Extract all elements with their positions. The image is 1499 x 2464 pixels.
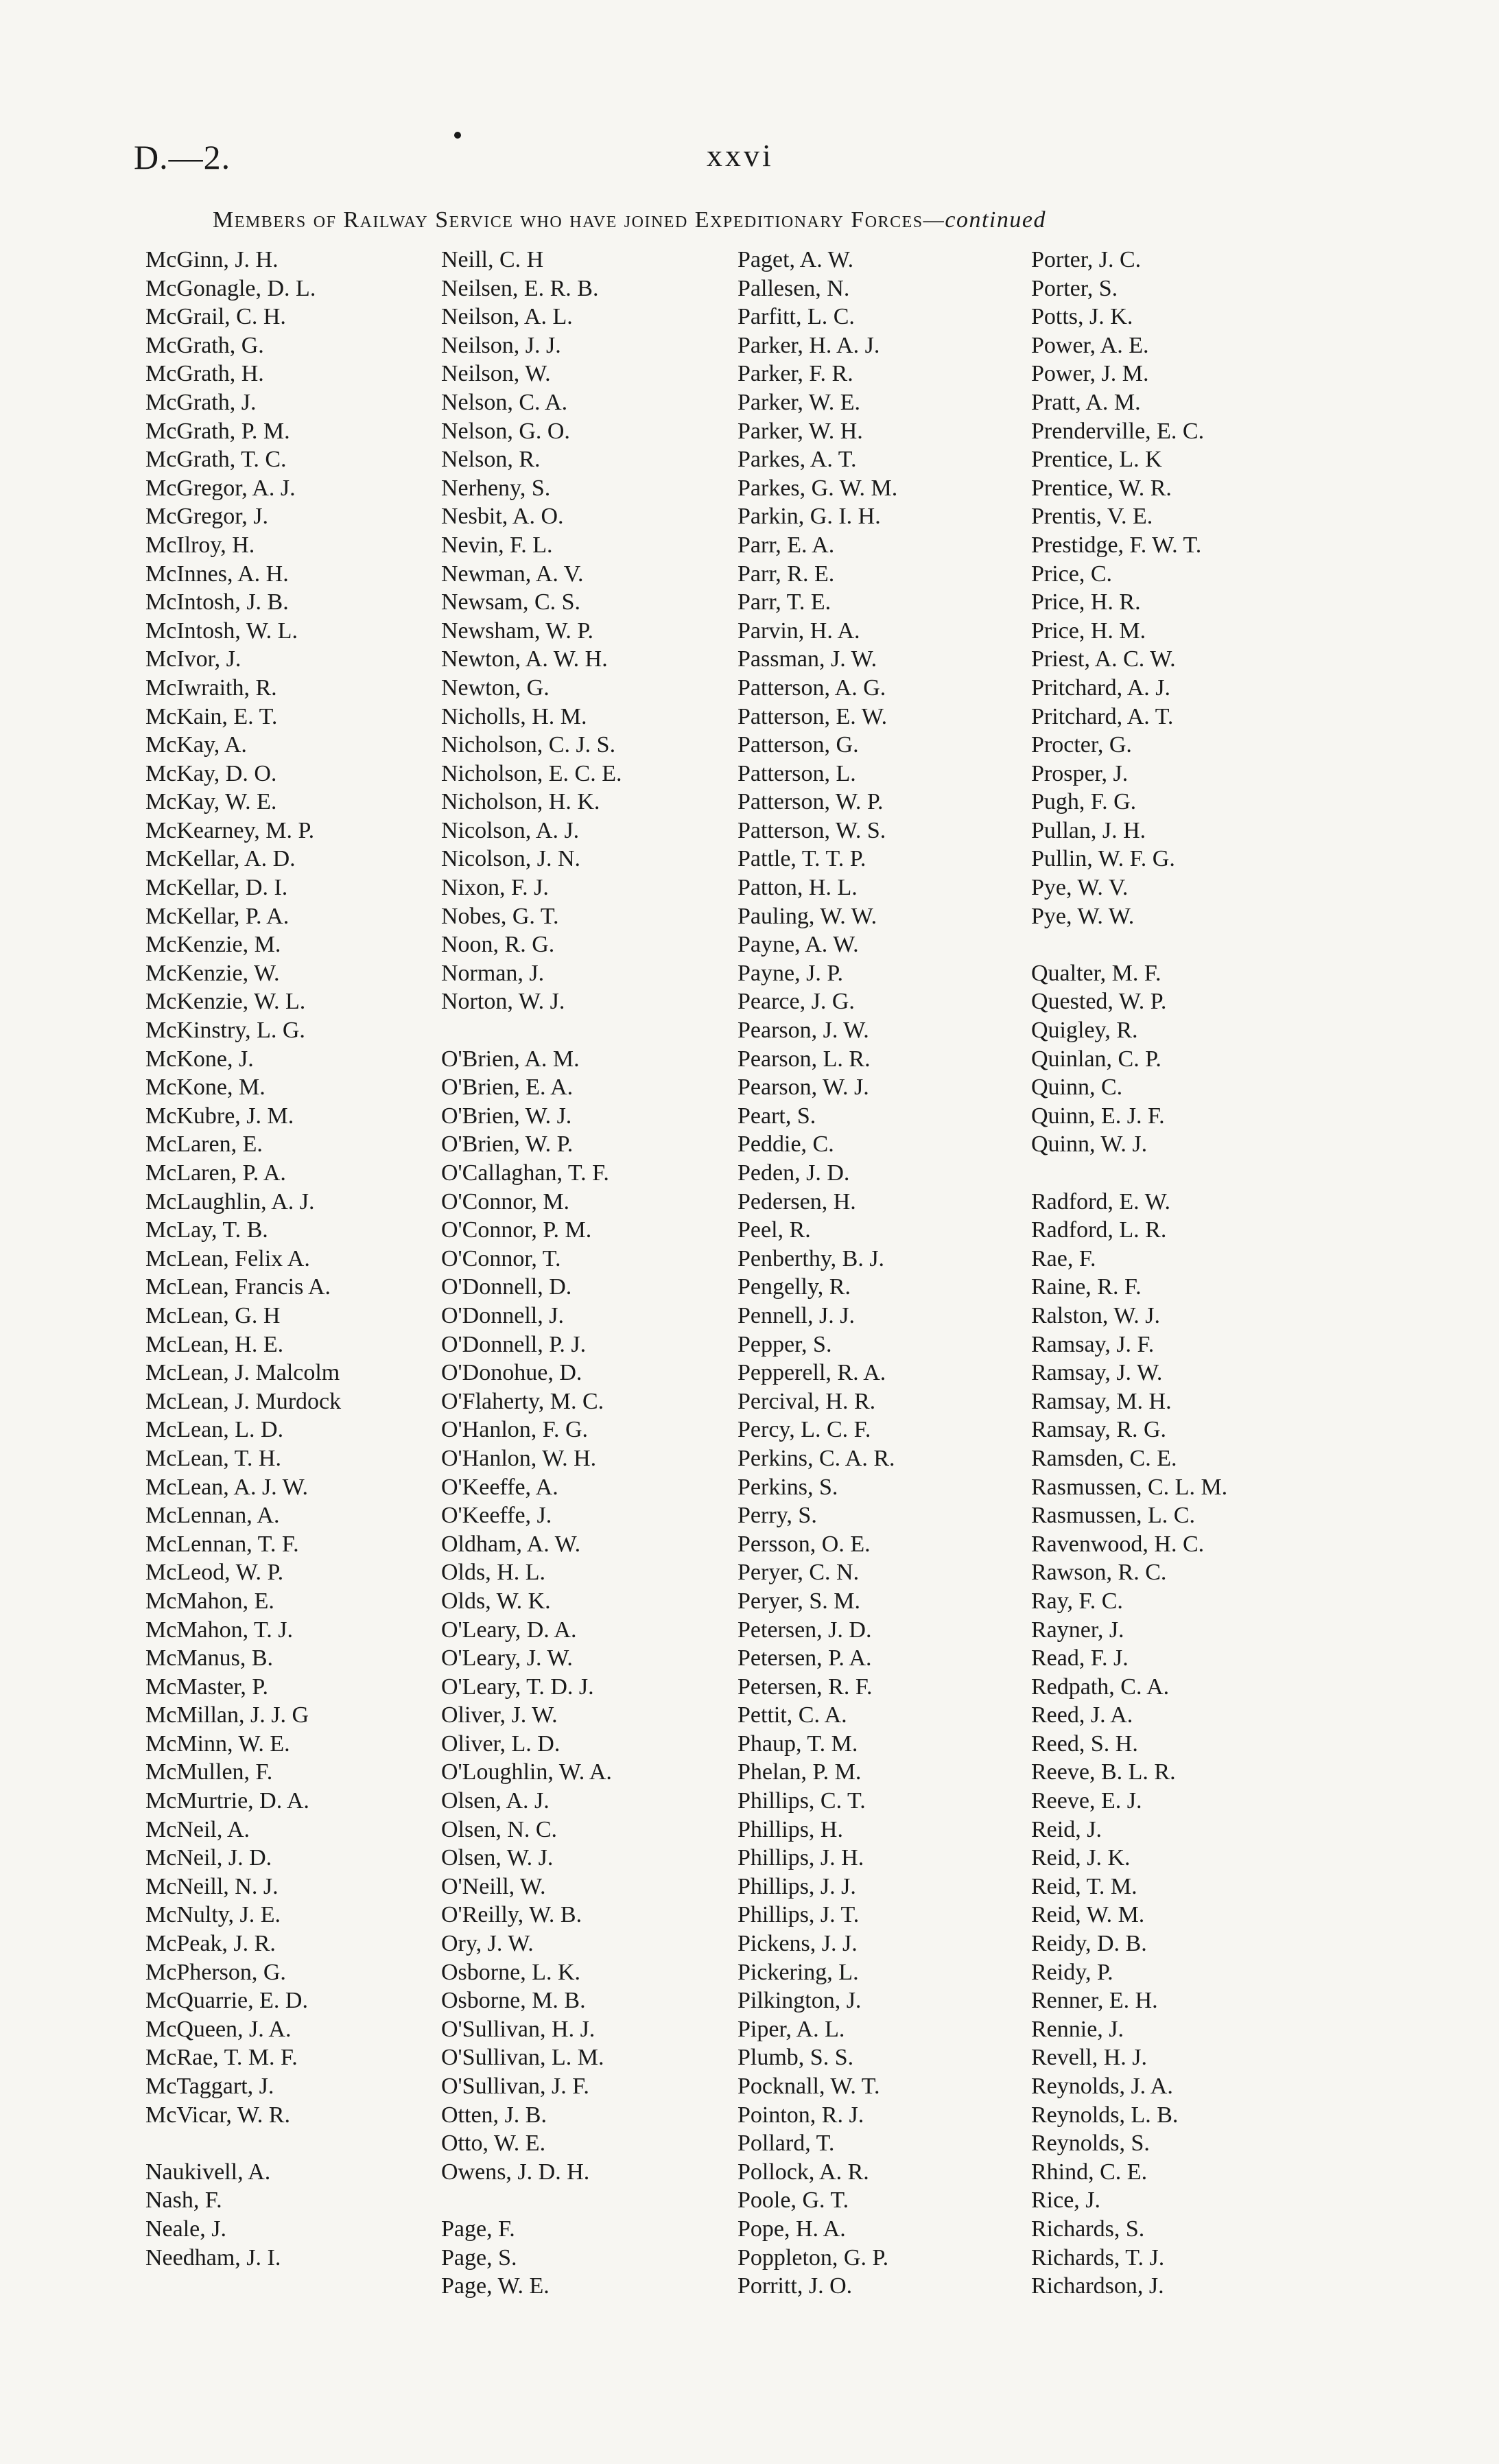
member-name: McKay, A. — [145, 732, 247, 758]
member-name: McKellar, A. D. — [145, 846, 296, 872]
member-name: O'Brien, A. M. — [441, 1046, 580, 1072]
member-name: Poppleton, G. P. — [737, 2244, 889, 2271]
member-name: Pickens, J. J. — [737, 1931, 858, 1957]
member-name: McMahon, T. J. — [145, 1617, 294, 1643]
member-name: Ramsay, R. G. — [1031, 1417, 1167, 1443]
member-name: McGonagle, D. L. — [145, 275, 316, 301]
member-name: Reeve, E. J. — [1031, 1788, 1142, 1814]
member-name: Persson, O. E. — [737, 1531, 871, 1557]
member-name: Nicholls, H. M. — [441, 703, 587, 729]
member-name: Neilson, W. — [441, 361, 551, 387]
member-name: Newton, A. W. H. — [441, 646, 608, 672]
member-name: Reynolds, L. B. — [1031, 2102, 1179, 2128]
member-name: Petersen, J. D. — [737, 1617, 872, 1643]
member-name: O'Brien, W. P. — [441, 1131, 574, 1158]
member-name: Neale, J. — [145, 2216, 227, 2242]
member-name: Quinlan, C. P. — [1031, 1046, 1161, 1072]
member-name: Richards, T. J. — [1031, 2244, 1165, 2271]
member-name: McMullen, F. — [145, 1759, 273, 1785]
member-name: O'Callaghan, T. F. — [441, 1160, 609, 1186]
member-name: Renner, E. H. — [1031, 1988, 1158, 2014]
page-number: xxvi — [707, 138, 774, 173]
member-name: McKellar, P. A. — [145, 903, 290, 929]
member-name: Phillips, J. H. — [737, 1845, 864, 1871]
member-name: Reid, W. M. — [1031, 1902, 1145, 1928]
member-name: Pratt, A. M. — [1031, 389, 1141, 415]
member-name: Nicolson, A. J. — [441, 817, 580, 843]
member-name: McManus, B. — [145, 1645, 274, 1671]
member-name: Richardson, J. — [1031, 2273, 1164, 2299]
member-name: Peart, S. — [737, 1103, 816, 1129]
member-name: Reid, T. M. — [1031, 1873, 1137, 1899]
member-name: McGrath, J. — [145, 389, 257, 415]
member-name: Owens, J. D. H. — [441, 2159, 590, 2185]
member-name: Potts, J. K. — [1031, 304, 1133, 330]
member-name: Pengelly, R. — [737, 1274, 851, 1300]
member-name: Parr, R. E. — [737, 561, 835, 587]
member-name: McLay, T. B. — [145, 1217, 268, 1243]
member-name: Pattle, T. T. P. — [737, 846, 866, 872]
printer-mark — [454, 132, 461, 139]
member-name: McMinn, W. E. — [145, 1730, 290, 1757]
member-name: Prenderville, E. C. — [1031, 418, 1205, 444]
member-name: Prentis, V. E. — [1031, 504, 1153, 530]
member-name: Pallesen, N. — [737, 275, 850, 301]
member-name: McLean, J. Malcolm — [145, 1360, 340, 1386]
member-name: Prestidge, F. W. T. — [1031, 532, 1202, 558]
member-name: Needham, J. I. — [145, 2244, 281, 2271]
member-name: Nevin, F. L. — [441, 532, 553, 558]
member-name: McPherson, G. — [145, 1959, 286, 1985]
member-name: McIntosh, J. B. — [145, 589, 289, 615]
member-name: McKearney, M. P. — [145, 817, 315, 843]
member-name: O'Flaherty, M. C. — [441, 1388, 604, 1414]
member-name: O'Brien, W. J. — [441, 1103, 572, 1129]
member-name: Naukivell, A. — [145, 2159, 271, 2185]
member-name: Rennie, J. — [1031, 2016, 1124, 2042]
member-name: Parker, W. H. — [737, 418, 863, 444]
member-name: Perkins, S. — [737, 1474, 838, 1500]
member-name: Pocknall, W. T. — [737, 2074, 880, 2099]
member-name: McIvor, J. — [145, 646, 241, 672]
member-name: McNeill, N. J. — [145, 1873, 279, 1899]
member-name: McLean, G. H — [145, 1302, 281, 1328]
member-name: McIwraith, R. — [145, 674, 277, 701]
member-name: Parkes, A. T. — [737, 447, 857, 473]
member-name: McLeod, W. P. — [145, 1560, 284, 1586]
member-name: Page, F. — [441, 2216, 515, 2242]
member-name: Page, W. E. — [441, 2273, 550, 2299]
member-name: McGrath, P. M. — [145, 418, 290, 444]
member-name: Pilkington, J. — [737, 1988, 862, 2014]
member-name: O'Connor, T. — [441, 1245, 561, 1271]
member-name: McKubre, J. M. — [145, 1103, 294, 1129]
member-name: O'Keeffe, A. — [441, 1474, 558, 1500]
name-column-1 — [145, 246, 341, 2272]
member-name: Pepperell, R. A. — [737, 1360, 886, 1386]
name-column-3 — [737, 246, 897, 2301]
member-name: Pedersen, H. — [737, 1188, 856, 1215]
member-name: Oldham, A. W. — [441, 1531, 581, 1557]
member-name: O'Donohue, D. — [441, 1360, 582, 1386]
member-name: McIlroy, H. — [145, 532, 255, 558]
member-name: McPeak, J. R. — [145, 1931, 276, 1957]
member-name: Rasmussen, C. L. M. — [1031, 1474, 1228, 1500]
member-name: Radford, E. W. — [1031, 1188, 1171, 1215]
member-name: Parker, F. R. — [737, 361, 853, 387]
member-name: Neill, C. H — [441, 247, 544, 272]
member-name: Revell, H. J. — [1031, 2045, 1148, 2071]
member-name: McMurtrie, D. A. — [145, 1788, 309, 1814]
member-name: Reidy, P. — [1031, 1959, 1113, 1985]
member-name: Parker, W. E. — [737, 389, 860, 415]
letter-group-gap — [441, 1016, 622, 1045]
member-name: Prosper, J. — [1031, 760, 1129, 786]
member-name: Power, A. E. — [1031, 332, 1149, 358]
member-name: Parkin, G. I. H. — [737, 504, 881, 530]
member-name: Reed, S. H. — [1031, 1730, 1138, 1757]
member-name: Quigley, R. — [1031, 1018, 1138, 1044]
member-name: Newsham, W. P. — [441, 618, 593, 644]
member-name: McNeil, A. — [145, 1816, 250, 1842]
member-name: Olds, W. K. — [441, 1588, 551, 1614]
member-name: Otto, W. E. — [441, 2131, 546, 2157]
member-name: McKenzie, M. — [145, 932, 281, 958]
member-name: Porter, S. — [1031, 275, 1118, 301]
member-name: Pauling, W. W. — [737, 903, 877, 929]
member-name: McKone, M. — [145, 1075, 265, 1101]
member-name: Reynolds, S. — [1031, 2131, 1150, 2157]
member-name: Nixon, F. J. — [441, 875, 549, 901]
letter-group-gap — [1031, 1159, 1227, 1188]
member-name: Reeve, B. L. R. — [1031, 1759, 1176, 1785]
member-name: Pope, H. A. — [737, 2216, 846, 2242]
member-name: McNulty, J. E. — [145, 1902, 281, 1928]
member-name: Nash, F. — [145, 2187, 222, 2214]
member-name: Pearson, J. W. — [737, 1018, 869, 1044]
member-name: Ralston, W. J. — [1031, 1302, 1160, 1328]
member-name: O'Sullivan, J. F. — [441, 2074, 589, 2099]
member-name: McGrath, G. — [145, 332, 264, 358]
member-name: Newman, A. V. — [441, 561, 584, 587]
member-name: Petersen, R. F. — [737, 1674, 873, 1700]
member-name: Porritt, J. O. — [737, 2273, 853, 2299]
member-name: McGinn, J. H. — [145, 247, 279, 272]
member-name: Pearson, W. J. — [737, 1075, 869, 1101]
member-name: Plumb, S. S. — [737, 2045, 854, 2071]
member-name: Power, J. M. — [1031, 361, 1149, 387]
member-name: McQueen, J. A. — [145, 2016, 292, 2042]
member-name: Oliver, L. D. — [441, 1730, 560, 1757]
member-name: Parker, H. A. J. — [737, 332, 880, 358]
member-name: Nelson, R. — [441, 447, 541, 473]
member-name: McLennan, A. — [145, 1503, 280, 1529]
member-name: McKenzie, W. L. — [145, 989, 306, 1015]
member-name: McLean, A. J. W. — [145, 1474, 309, 1500]
member-name: O'Donnell, P. J. — [441, 1331, 587, 1357]
member-name: Rae, F. — [1031, 1245, 1096, 1271]
member-name: Price, H. M. — [1031, 618, 1146, 644]
member-name: Neilson, A. L. — [441, 304, 573, 330]
member-name: Page, S. — [441, 2244, 517, 2271]
member-name: Raine, R. F. — [1031, 1274, 1142, 1300]
member-name: McKinstry, L. G. — [145, 1018, 305, 1044]
member-name: Pointon, R. J. — [737, 2102, 864, 2128]
member-name: Newton, G. — [441, 674, 550, 701]
member-name: McLean, J. Murdock — [145, 1388, 342, 1414]
member-name: Payne, J. P. — [737, 960, 843, 986]
member-name: Ravenwood, H. C. — [1031, 1531, 1205, 1557]
member-name: Patterson, W. S. — [737, 817, 886, 843]
member-name: Reid, J. — [1031, 1816, 1102, 1842]
member-name: O'Connor, P. M. — [441, 1217, 592, 1243]
member-name: McLaren, P. A. — [145, 1160, 286, 1186]
member-name: Olsen, N. C. — [441, 1816, 558, 1842]
member-name: Nobes, G. T. — [441, 903, 559, 929]
member-name: McKellar, D. I. — [145, 875, 288, 901]
member-name: McMillan, J. J. G — [145, 1702, 309, 1728]
member-name: Nicholson, E. C. E. — [441, 760, 622, 786]
member-name: McLean, Francis A. — [145, 1274, 331, 1300]
member-name: Pollard, T. — [737, 2131, 835, 2157]
member-name: Pye, W. W. — [1031, 903, 1135, 929]
member-name: Pullin, W. F. G. — [1031, 846, 1175, 872]
member-name: Phillips, C. T. — [737, 1788, 866, 1814]
member-name: O'Donnell, J. — [441, 1302, 564, 1328]
member-name: McVicar, W. R. — [145, 2102, 290, 2128]
member-name: Parvin, H. A. — [737, 618, 860, 644]
member-name: Penberthy, B. J. — [737, 1245, 885, 1271]
member-name: McLean, T. H. — [145, 1445, 281, 1471]
member-name: Newsam, C. S. — [441, 589, 581, 615]
member-name: McInnes, A. H. — [145, 561, 289, 587]
member-name: Pollock, A. R. — [737, 2159, 869, 2185]
member-name: Payne, A. W. — [737, 932, 859, 958]
member-name: O'Reilly, W. B. — [441, 1902, 582, 1928]
member-name: McQuarrie, E. D. — [145, 1988, 308, 2014]
member-name: Ray, F. C. — [1031, 1588, 1123, 1614]
member-name: Reidy, D. B. — [1031, 1931, 1147, 1957]
member-name: Patterson, A. G. — [737, 674, 886, 701]
member-name: Percy, L. C. F. — [737, 1417, 871, 1443]
member-name: Nicolson, J. N. — [441, 846, 581, 872]
member-name: Pennell, J. J. — [737, 1302, 855, 1328]
member-name: Paget, A. W. — [737, 247, 854, 272]
name-column-2 — [441, 246, 622, 2301]
member-name: McLean, L. D. — [145, 1417, 284, 1443]
member-name: Norton, W. J. — [441, 989, 565, 1015]
section-title — [213, 207, 1046, 233]
member-name: Parr, T. E. — [737, 589, 831, 615]
member-name: Nelson, G. O. — [441, 418, 570, 444]
member-name: Pugh, F. G. — [1031, 789, 1137, 815]
member-name: Phillips, H. — [737, 1816, 843, 1842]
member-name: O'Hanlon, F. G. — [441, 1417, 589, 1443]
member-name: Olsen, A. J. — [441, 1788, 550, 1814]
member-name: Pearson, L. R. — [737, 1046, 871, 1072]
member-name: Quinn, W. J. — [1031, 1131, 1148, 1158]
member-name: O'Sullivan, L. M. — [441, 2045, 604, 2071]
member-name: Petersen, P. A. — [737, 1645, 872, 1671]
member-name: Prentice, L. K — [1031, 447, 1162, 473]
name-column-4 — [1031, 246, 1227, 2301]
member-name: O'Leary, J. W. — [441, 1645, 573, 1671]
member-name: Quinn, C. — [1031, 1075, 1123, 1101]
member-name: McLennan, T. F. — [145, 1531, 299, 1557]
member-name: Nelson, C. A. — [441, 389, 568, 415]
member-name: Procter, G. — [1031, 732, 1132, 758]
member-name: McIntosh, W. L. — [145, 618, 298, 644]
member-name: O'Leary, D. A. — [441, 1617, 577, 1643]
member-name: Noon, R. G. — [441, 932, 555, 958]
member-name: Reed, J. A. — [1031, 1702, 1133, 1728]
member-name: McGrail, C. H. — [145, 304, 286, 330]
member-name: Parkes, G. W. M. — [737, 475, 898, 501]
member-name: Radford, L. R. — [1031, 1217, 1167, 1243]
member-name: McGrath, T. C. — [145, 447, 287, 473]
member-name: Porter, J. C. — [1031, 247, 1142, 272]
member-name: Ory, J. W. — [441, 1931, 534, 1957]
member-name: Patterson, E. W. — [737, 703, 888, 729]
member-name: Phillips, J. T. — [737, 1902, 860, 1928]
member-name: Passman, J. W. — [737, 646, 877, 672]
member-name: Olds, H. L. — [441, 1560, 546, 1586]
member-name: McGrath, H. — [145, 361, 264, 387]
member-name: McTaggart, J. — [145, 2074, 274, 2099]
member-name: Parfitt, L. C. — [737, 304, 855, 330]
member-name: Rawson, R. C. — [1031, 1560, 1167, 1586]
member-name: O'Keeffe, J. — [441, 1503, 552, 1529]
member-name: Nerheny, S. — [441, 475, 551, 501]
member-name: Rasmussen, L. C. — [1031, 1503, 1195, 1529]
member-name: McKain, E. T. — [145, 703, 278, 729]
member-name: Neilson, J. J. — [441, 332, 561, 358]
member-name: Nicholson, C. J. S. — [441, 732, 616, 758]
member-name: O'Brien, E. A. — [441, 1075, 574, 1101]
member-name: Quinn, E. J. F. — [1031, 1103, 1165, 1129]
letter-group-gap — [441, 2186, 622, 2215]
member-name: Quested, W. P. — [1031, 989, 1167, 1015]
member-name: Osborne, L. K. — [441, 1959, 581, 1985]
member-name: McGregor, A. J. — [145, 475, 296, 501]
letter-group-gap — [1031, 930, 1227, 959]
member-name: Neilsen, E. R. B. — [441, 275, 599, 301]
member-name: McNeil, J. D. — [145, 1845, 272, 1871]
member-name: Peddie, C. — [737, 1131, 834, 1158]
member-name: Patterson, L. — [737, 760, 856, 786]
member-name: Poole, G. T. — [737, 2187, 849, 2214]
member-name: O'Hanlon, W. H. — [441, 1445, 597, 1471]
member-name: Reynolds, J. A. — [1031, 2074, 1173, 2099]
member-name: Pepper, S. — [737, 1331, 832, 1357]
member-name: Osborne, M. B. — [441, 1988, 586, 2014]
member-name: O'Donnell, D. — [441, 1274, 572, 1300]
member-name: Price, C. — [1031, 561, 1113, 587]
member-name: Peden, J. D. — [737, 1160, 850, 1186]
member-name: McKone, J. — [145, 1046, 254, 1072]
member-name: Perkins, C. A. R. — [737, 1445, 895, 1471]
member-name: Rice, J. — [1031, 2187, 1101, 2214]
member-name: Peryer, S. M. — [737, 1588, 861, 1614]
member-name: Pye, W. V. — [1031, 875, 1129, 901]
member-name: McMaster, P. — [145, 1674, 269, 1700]
member-name: Nicholson, H. K. — [441, 789, 600, 815]
member-name: Otten, J. B. — [441, 2102, 547, 2128]
member-name: McKenzie, W. — [145, 960, 280, 986]
member-name: Olsen, W. J. — [441, 1845, 554, 1871]
member-name: Pickering, L. — [737, 1959, 859, 1985]
member-name: Phillips, J. J. — [737, 1873, 856, 1899]
member-name: Perry, S. — [737, 1503, 817, 1529]
member-name: McLean, H. E. — [145, 1331, 284, 1357]
member-name: Parr, E. A. — [737, 532, 835, 558]
member-name: Pritchard, A. J. — [1031, 674, 1171, 701]
member-name: Phaup, T. M. — [737, 1730, 858, 1757]
member-name: Peryer, C. N. — [737, 1560, 860, 1586]
member-name: Nesbit, A. O. — [441, 504, 564, 530]
member-name: O'Sullivan, H. J. — [441, 2016, 595, 2042]
member-name: Peel, R. — [737, 1217, 811, 1243]
section-title-text: Members of Railway Service who have joined Expeditionary Forces — [213, 207, 923, 233]
member-name: O'Connor, M. — [441, 1188, 570, 1215]
member-name: McLaren, E. — [145, 1131, 263, 1158]
member-name: Ramsay, J. W. — [1031, 1360, 1163, 1386]
member-name: Ramsden, C. E. — [1031, 1445, 1177, 1471]
member-name: Patterson, G. — [737, 732, 859, 758]
letter-group-gap — [145, 2129, 341, 2158]
member-name: Qualter, M. F. — [1031, 960, 1161, 986]
member-name: Pritchard, A. T. — [1031, 703, 1174, 729]
member-name: Rhind, C. E. — [1031, 2159, 1148, 2185]
member-name: Pettit, C. A. — [737, 1702, 847, 1728]
member-name: O'Neill, W. — [441, 1873, 546, 1899]
member-name: Percival, H. R. — [737, 1388, 876, 1414]
member-name: Pullan, J. H. — [1031, 817, 1146, 843]
member-name: O'Leary, T. D. J. — [441, 1674, 594, 1700]
member-name: McKay, D. O. — [145, 760, 277, 786]
member-name: Norman, J. — [441, 960, 545, 986]
section-title-continued: —continued — [923, 207, 1046, 233]
member-name: McGregor, J. — [145, 504, 268, 530]
member-name: Patterson, W. P. — [737, 789, 884, 815]
member-name: Ramsay, J. F. — [1031, 1331, 1155, 1357]
member-name: Phelan, P. M. — [737, 1759, 862, 1785]
member-name: McLaughlin, A. J. — [145, 1188, 315, 1215]
member-name: Oliver, J. W. — [441, 1702, 558, 1728]
member-name: McKay, W. E. — [145, 789, 277, 815]
member-name: Reid, J. K. — [1031, 1845, 1131, 1871]
member-name: McRae, T. M. F. — [145, 2045, 298, 2071]
member-name: Price, H. R. — [1031, 589, 1141, 615]
member-name: Priest, A. C. W. — [1031, 646, 1176, 672]
member-name: Rayner, J. — [1031, 1617, 1124, 1643]
member-name: Piper, A. L. — [737, 2016, 845, 2042]
member-name: Prentice, W. R. — [1031, 475, 1172, 501]
page-reference: D.—2. — [134, 138, 231, 176]
member-name: McLean, Felix A. — [145, 1245, 310, 1271]
member-name: Ramsay, M. H. — [1031, 1388, 1172, 1414]
member-name: Pearce, J. G. — [737, 989, 855, 1015]
member-name: Patton, H. L. — [737, 875, 858, 901]
member-name: McMahon, E. — [145, 1588, 274, 1614]
member-name: O'Loughlin, W. A. — [441, 1759, 612, 1785]
member-name: Richards, S. — [1031, 2216, 1145, 2242]
member-name: Redpath, C. A. — [1031, 1674, 1170, 1700]
member-name: Read, F. J. — [1031, 1645, 1129, 1671]
